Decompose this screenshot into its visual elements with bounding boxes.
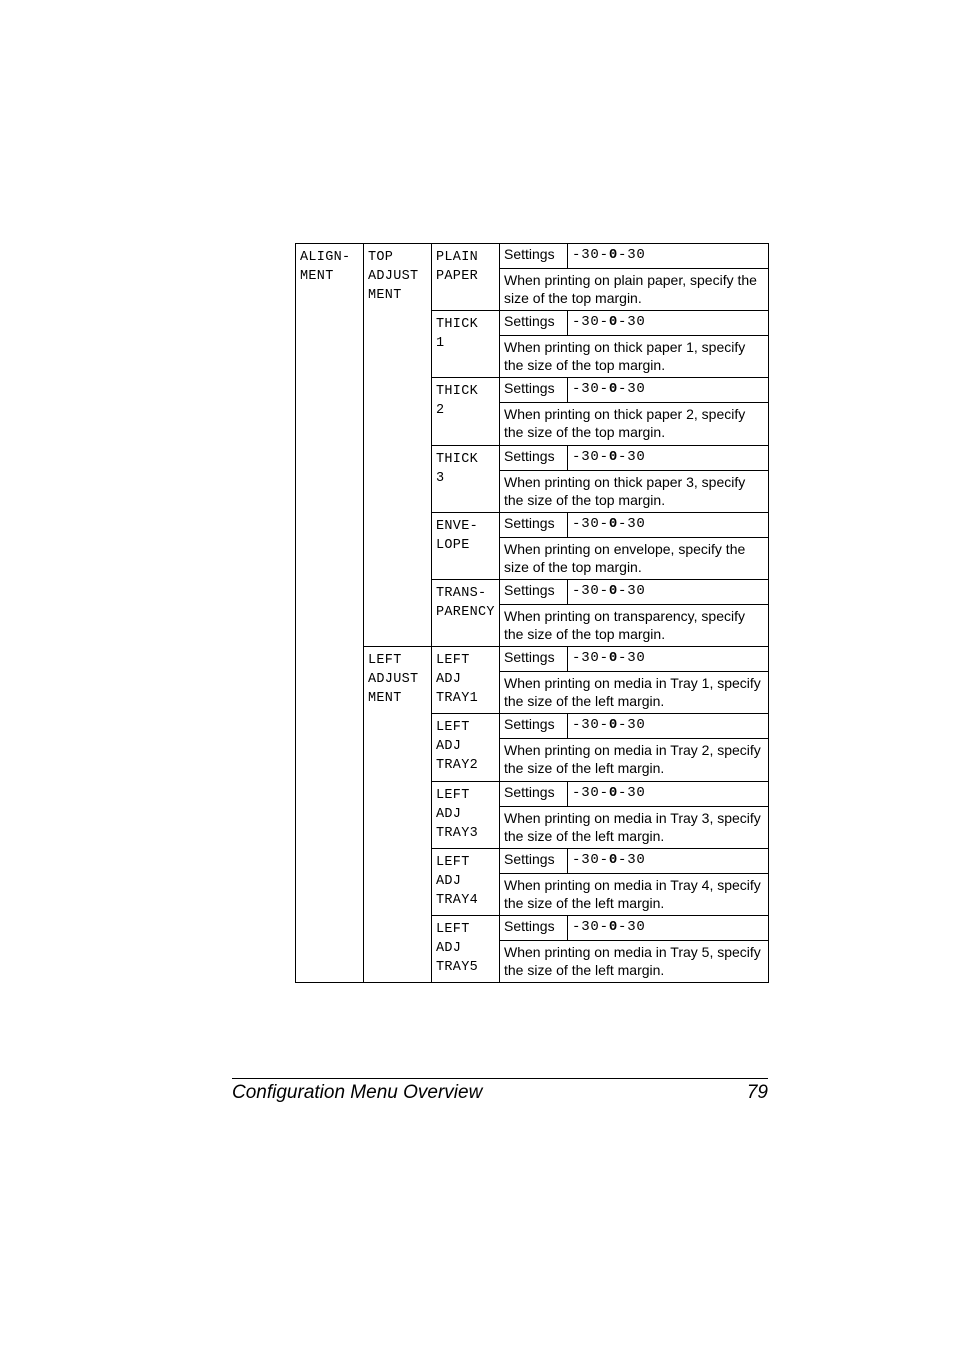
settings-default-value: 0 [608, 650, 619, 667]
setting-description: When printing on plain paper, specify the size of the top margin. [500, 269, 769, 311]
settings-range-min: -30- [572, 247, 609, 263]
settings-label: Settings [500, 311, 568, 336]
menu-item-cell: LEFT ADJ TRAY2 [432, 714, 500, 781]
setting-description: When printing on media in Tray 2, specify the size of the left margin. [500, 739, 769, 781]
settings-value [568, 579, 769, 604]
settings-value [568, 714, 769, 739]
menu-item-cell: THICK 3 [432, 445, 500, 512]
settings-default-value: 0 [608, 582, 619, 599]
settings-value [568, 378, 769, 403]
settings-label: Settings [500, 915, 568, 940]
menu-level1-cell: ALIGN- MENT [296, 244, 364, 983]
settings-label: Settings [500, 445, 568, 470]
settings-default-value: 0 [608, 515, 619, 532]
settings-value [568, 647, 769, 672]
settings-range-max: -30 [618, 650, 646, 667]
settings-range-max: -30 [618, 582, 646, 599]
settings-default-value: 0 [608, 247, 619, 263]
settings-range-min: -30- [572, 314, 609, 331]
settings-default-value: 0 [608, 717, 619, 734]
settings-value [568, 512, 769, 537]
settings-value [568, 915, 769, 940]
settings-range-min: -30- [572, 582, 609, 599]
settings-range-min: -30- [572, 784, 609, 801]
settings-range-max: -30 [618, 247, 646, 263]
footer-title: Configuration Menu Overview [232, 1082, 483, 1103]
settings-default-value: 0 [608, 448, 619, 465]
menu-item-cell: PLAIN PAPER [432, 244, 500, 311]
setting-description: When printing on media in Tray 1, specify the size of the left margin. [500, 672, 769, 714]
menu-item-cell: THICK 1 [432, 311, 500, 378]
menu-level2-cell: TOP ADJUST MENT [364, 244, 432, 647]
table-row [296, 244, 769, 269]
setting-description: When printing on media in Tray 5, specify the size of the left margin. [500, 940, 769, 982]
settings-range-max: -30 [618, 784, 646, 801]
settings-value [568, 311, 769, 336]
table-row [296, 647, 769, 672]
setting-description: When printing on media in Tray 3, specify the size of the left margin. [500, 806, 769, 848]
settings-range-max: -30 [618, 448, 646, 465]
menu-item-cell: LEFT ADJ TRAY1 [432, 647, 500, 714]
menu-level2-cell: LEFT ADJUST MENT [364, 647, 432, 983]
settings-default-value: 0 [608, 918, 619, 935]
settings-label: Settings [500, 512, 568, 537]
settings-value [568, 445, 769, 470]
settings-range-max: -30 [618, 381, 646, 398]
settings-range-max: -30 [618, 515, 646, 532]
settings-default-value: 0 [608, 314, 619, 331]
setting-description: When printing on thick paper 2, specify the size of the top margin. [500, 403, 769, 445]
settings-range-min: -30- [572, 650, 609, 667]
setting-description: When printing on envelope, specify the size of the top margin. [500, 537, 769, 579]
menu-item-cell: LEFT ADJ TRAY3 [432, 781, 500, 848]
settings-range-min: -30- [572, 515, 609, 532]
menu-item-cell: TRANS- PARENCY [432, 579, 500, 646]
settings-value [568, 244, 769, 269]
menu-item-cell: ENVE- LOPE [432, 512, 500, 579]
settings-default-value: 0 [608, 784, 619, 801]
setting-description: When printing on transparency, specify the size of the top margin. [500, 604, 769, 646]
settings-label: Settings [500, 647, 568, 672]
settings-label: Settings [500, 848, 568, 873]
page-number: 79 [746, 1082, 768, 1103]
settings-label: Settings [500, 579, 568, 604]
menu-table-body [296, 244, 769, 983]
settings-range-min: -30- [572, 851, 609, 868]
settings-range-min: -30- [572, 717, 609, 734]
menu-item-cell: THICK 2 [432, 378, 500, 445]
settings-label: Settings [500, 781, 568, 806]
settings-value [568, 781, 769, 806]
settings-range-max: -30 [618, 314, 646, 331]
menu-item-cell: LEFT ADJ TRAY5 [432, 915, 500, 982]
settings-default-value: 0 [608, 851, 619, 868]
settings-default-value: 0 [608, 381, 619, 398]
settings-label: Settings [500, 714, 568, 739]
setting-description: When printing on thick paper 3, specify the size of the top margin. [500, 470, 769, 512]
settings-range-max: -30 [618, 717, 646, 734]
settings-range-min: -30- [572, 918, 609, 935]
menu-item-cell: LEFT ADJ TRAY4 [432, 848, 500, 915]
setting-description: When printing on thick paper 1, specify the size of the top margin. [500, 336, 769, 378]
footer-rule [232, 1078, 768, 1079]
settings-range-min: -30- [572, 448, 609, 465]
setting-description: When printing on media in Tray 4, specify the size of the left margin. [500, 873, 769, 915]
settings-range-min: -30- [572, 381, 609, 398]
settings-label: Settings [500, 244, 568, 269]
settings-range-max: -30 [618, 918, 646, 935]
settings-value [568, 848, 769, 873]
menu-table [295, 243, 769, 983]
settings-label: Settings [500, 378, 568, 403]
settings-range-max: -30 [618, 851, 646, 868]
